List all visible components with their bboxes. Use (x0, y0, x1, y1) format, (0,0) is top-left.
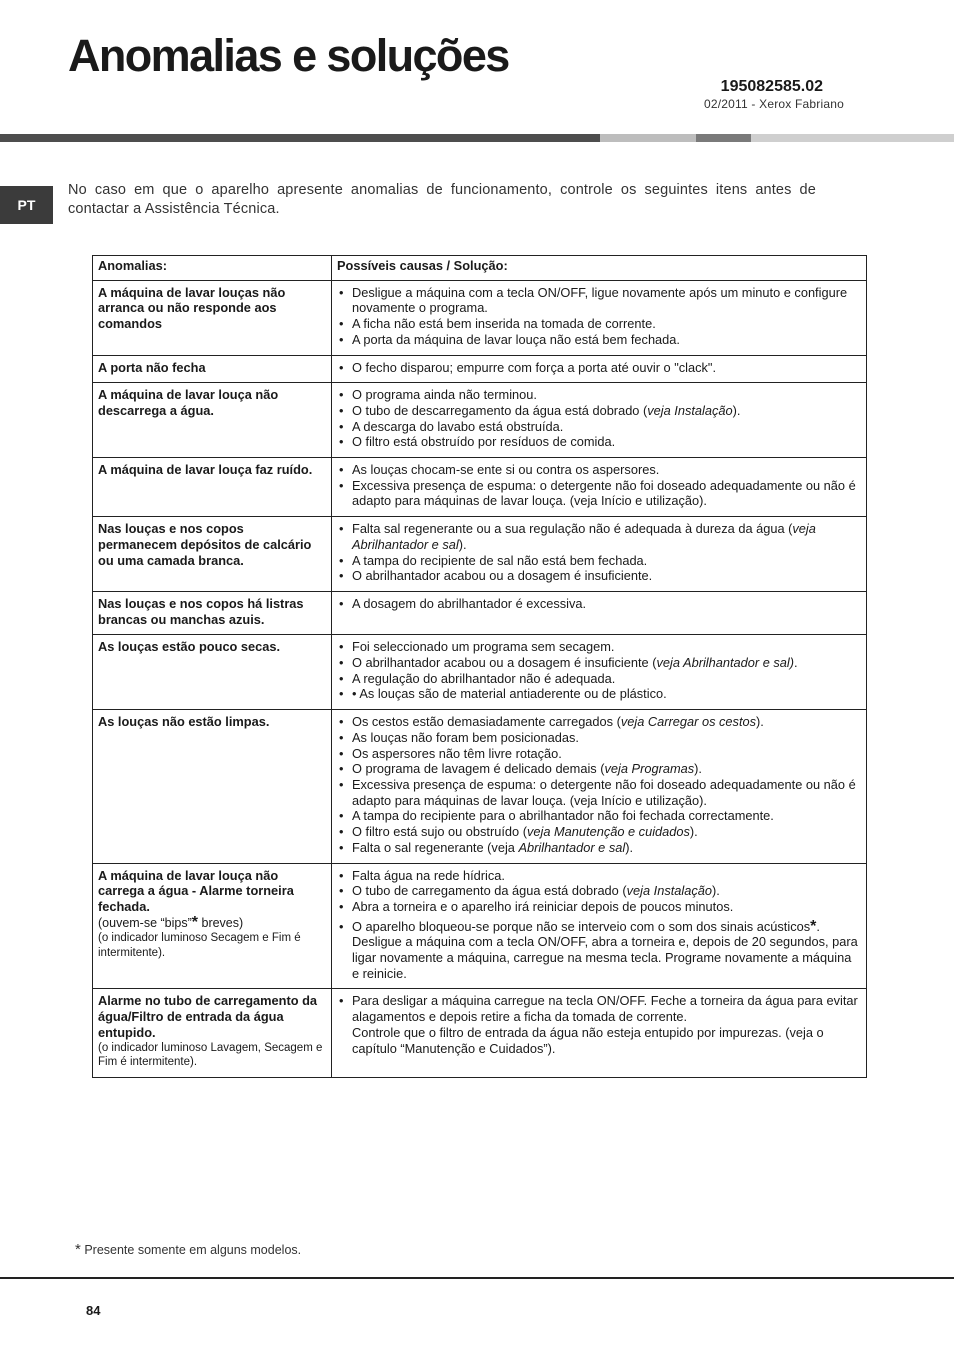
cause-text: O tubo de descarregamento da água está dobrado ( (352, 402, 648, 418)
causes-cell (332, 280, 867, 355)
cause-text: ). (625, 839, 634, 855)
causes-cell (332, 517, 867, 592)
table-row (93, 458, 867, 517)
table-row (93, 863, 867, 989)
table-row (93, 989, 867, 1077)
anomaly-text: A máquina de lavar louça não descarrega a água. (98, 387, 279, 418)
anomaly-text: A máquina de lavar louça faz ruído. (98, 462, 313, 478)
anomaly-cell (93, 863, 332, 989)
anomaly-cell (93, 383, 332, 458)
causes-list (337, 387, 860, 450)
header-stripe-dark (0, 134, 600, 142)
cause-item (337, 993, 860, 1056)
cause-item (337, 419, 860, 435)
document-date: 02/2011 - Xerox Fabriano (704, 97, 844, 111)
footer-rule (0, 1277, 954, 1279)
cause-item (337, 478, 860, 509)
cause-item (337, 332, 860, 348)
cause-text: ). (711, 883, 720, 899)
anomaly-cell (93, 517, 332, 592)
language-tab: PT (0, 186, 53, 224)
header-stripe-light (600, 134, 696, 142)
anomaly-text: Nas louças e nos copos há listras brancas ou manchas azuis. (98, 595, 304, 627)
cause-item (337, 462, 860, 478)
cause-text: Excessiva presença de espuma: o detergente não foi doseado adequadamente ou não é adapto para máquinas de lavar louça. (veja Início e utilização). (352, 776, 856, 808)
cause-text: ). (694, 761, 702, 777)
anomaly-text: As louças não estão limpas. (98, 714, 270, 730)
cause-text: O fecho disparou; empurre com força a porta até ouvir o "clack". (352, 359, 717, 375)
cause-item (337, 285, 860, 316)
intro-paragraph: No caso em que o aparelho apresente anomalias de funcionamento, controle os seguintes itens antes de contactar a Assistência Técnica. (68, 182, 816, 217)
cause-item (337, 403, 860, 419)
cause-text: • As louças são de material antiaderente ou de plástico. (352, 686, 667, 702)
indicator-note: (o indicador luminoso Secagem e Fim é intermitente). (98, 932, 301, 959)
cause-item (337, 777, 860, 808)
cause-text: O abrilhantador acabou ou a dosagem é insuficiente. (352, 568, 653, 584)
cause-text: Falta água na rede hídrica. (352, 867, 505, 883)
table-row (93, 591, 867, 634)
anomaly-note-before: (ouvem-se “bips” (98, 915, 192, 930)
cause-item (337, 568, 860, 584)
cause-reference: veja Carregar os cestos (620, 714, 757, 730)
cause-text: A dosagem do abrilhantador é excessiva. (352, 595, 587, 611)
causes-list (337, 285, 860, 348)
causes-list (337, 360, 860, 376)
anomaly-cell (93, 710, 332, 863)
header-stripe-pale (751, 134, 954, 142)
cause-text: ). (732, 402, 741, 418)
cause-text: O aparelho bloqueou-se porque não se interveio com o som dos sinais acústicos (352, 918, 811, 934)
page-number: 84 (86, 1303, 101, 1318)
anomaly-text: A porta não fecha (98, 359, 206, 375)
cause-item (337, 434, 860, 450)
cause-text: Falta sal regenerante ou a sua regulação não é adequada à dureza da água ( (352, 521, 793, 537)
cause-reference: veja Programas (604, 761, 695, 777)
cause-text: Desligue a máquina com a tecla ON/OFF, ligue novamente após um minuto e configure novamente o programa. (352, 284, 848, 316)
anomaly-text: A máquina de lavar louça não carrega a água - Alarme torneira fechada. (98, 867, 294, 914)
causes-cell (332, 635, 867, 710)
anomaly-text: Alarme no tubo de carregamento da água/Filtro de entrada da água entupido. (98, 993, 318, 1040)
asterisk-mark: * (810, 917, 817, 935)
anomaly-note-after: breves) (198, 915, 244, 930)
anomaly-cell (93, 591, 332, 634)
cause-item (337, 899, 860, 915)
cause-text: ). (756, 714, 764, 730)
causes-list (337, 462, 860, 509)
cause-text: Para desligar a máquina carregue na tecla ON/OFF. Feche a torneira da água para evitar alagamentos e depois retire a ficha da tomada de corrente. (352, 993, 858, 1025)
cause-item (337, 868, 860, 884)
cause-text: A ficha não está bem inserida na tomada de corrente. (352, 316, 656, 332)
cause-reference: veja Manutenção e cuidados (526, 824, 690, 840)
cause-text: A tampa do recipiente para o abrilhantador não foi fechada correctamente. (352, 808, 774, 824)
table-header-row (93, 256, 867, 281)
cause-text: Abra a torneira e o aparelho irá reiniciar depois de poucos minutos. (352, 898, 734, 914)
causes-list (337, 596, 860, 612)
cause-item (337, 686, 860, 702)
table-row (93, 517, 867, 592)
cause-item (337, 919, 860, 982)
cause-item (337, 671, 860, 687)
cause-item (337, 746, 860, 762)
table-row (93, 635, 867, 710)
cause-text: As louças chocam-se ente si ou contra os aspersores. (352, 462, 660, 478)
cause-reference: veja Abrilhantador e sal) (656, 655, 795, 671)
anomaly-text: As louças estão pouco secas. (98, 639, 281, 655)
cause-text: As louças não foram bem posicionadas. (352, 729, 579, 745)
cause-text: A descarga do lavabo está obstruída. (352, 418, 564, 434)
causes-list (337, 521, 860, 584)
indicator-note: (o indicador luminoso Lavagem, Secagem e Fim é intermitente). (98, 1041, 323, 1069)
cause-reference: veja Instalação (647, 402, 733, 418)
cause-item (337, 639, 860, 655)
cause-text: Foi seleccionado um programa sem secagem. (352, 639, 615, 655)
causes-list (337, 993, 860, 1056)
cause-item (337, 316, 860, 332)
cause-reference: veja Abrilhantador e sal (352, 521, 816, 552)
causes-cell (332, 383, 867, 458)
cause-text: A porta da máquina de lavar louça não está bem fechada. (352, 331, 680, 347)
cause-text: . (794, 655, 798, 671)
anomaly-cell (93, 280, 332, 355)
cause-text: O abrilhantador acabou ou a dosagem é insuficiente ( (352, 655, 657, 671)
cause-item (337, 360, 860, 376)
causes-cell (332, 863, 867, 989)
cause-text: Controle que o filtro de entrada da água não esteja entupido por impurezas. (veja o capítulo “Manutenção e Cuidados”). (352, 1024, 824, 1056)
table-row (93, 355, 867, 383)
cause-text: O programa de lavagem é delicado demais ( (352, 761, 605, 777)
header-stripe-mid (696, 134, 751, 142)
cause-item (337, 808, 860, 824)
cause-text: ). (458, 536, 467, 552)
table-row (93, 383, 867, 458)
cause-text: O tubo de carregamento da água está dobrado ( (352, 883, 627, 899)
column-header-causes: Possíveis causas / Solução: (332, 256, 867, 281)
anomaly-text: A máquina de lavar louças não arranca ou não responde aos comandos (98, 284, 286, 332)
cause-text: Excessiva presença de espuma: o detergente não foi doseado adequadamente ou não é adapto para máquinas de lavar louça. (veja Início e utilização). (352, 477, 856, 509)
cause-text: . Desligue a máquina com a tecla ON/OFF, abra a torneira e, depois de 20 segundos, para ligar novamente a máquina, carregue na mesma tecla. Programe novamente a máquina e reinicie. (352, 918, 858, 981)
footnote-text: Presente somente em alguns modelos. (84, 1243, 302, 1257)
table-body (93, 280, 867, 1077)
causes-cell (332, 710, 867, 863)
anomaly-cell (93, 458, 332, 517)
causes-cell (332, 458, 867, 517)
page-title: Anomalias e soluções (68, 30, 509, 81)
cause-item (337, 840, 860, 856)
cause-text: Falta o sal regenerante (veja (352, 839, 519, 855)
causes-cell (332, 591, 867, 634)
footnote (75, 1243, 301, 1257)
cause-item (337, 553, 860, 569)
causes-list (337, 868, 860, 982)
table-row (93, 280, 867, 355)
asterisk-mark: * (191, 913, 199, 931)
cause-item (337, 824, 860, 840)
troubleshooting-table (92, 255, 867, 1078)
cause-text: ). (689, 824, 698, 840)
anomaly-cell (93, 635, 332, 710)
causes-cell (332, 989, 867, 1077)
cause-text: O filtro está sujo ou obstruído ( (352, 824, 527, 840)
causes-list (337, 639, 860, 702)
cause-item (337, 883, 860, 899)
cause-item (337, 596, 860, 612)
cause-text: O programa ainda não terminou. (352, 387, 537, 403)
cause-item (337, 387, 860, 403)
anomaly-note (98, 913, 325, 932)
cause-text: Os aspersores não têm livre rotação. (352, 745, 562, 761)
cause-text: O filtro está obstruído por resíduos de comida. (352, 434, 616, 450)
causes-list (337, 714, 860, 855)
footnote-asterisk: * (75, 1241, 81, 1258)
cause-item (337, 714, 860, 730)
table-row (93, 710, 867, 863)
cause-reference: Abrilhantador e sal (518, 839, 626, 855)
cause-item (337, 521, 860, 552)
cause-text: A tampa do recipiente de sal não está bem fechada. (352, 552, 648, 568)
cause-text: A regulação do abrilhantador não é adequada. (352, 670, 616, 686)
cause-reference: veja Instalação (626, 883, 712, 899)
causes-cell (332, 355, 867, 383)
document-number: 195082585.02 (720, 78, 823, 95)
anomaly-cell (93, 355, 332, 383)
cause-item (337, 730, 860, 746)
anomaly-cell (93, 989, 332, 1077)
cause-item (337, 655, 860, 671)
anomaly-text: Nas louças e nos copos permanecem depósitos de calcário ou uma camada branca. (98, 521, 312, 568)
column-header-anomalies: Anomalias: (93, 256, 332, 281)
cause-item (337, 761, 860, 777)
cause-text: Os cestos estão demasiadamente carregados ( (352, 714, 621, 730)
